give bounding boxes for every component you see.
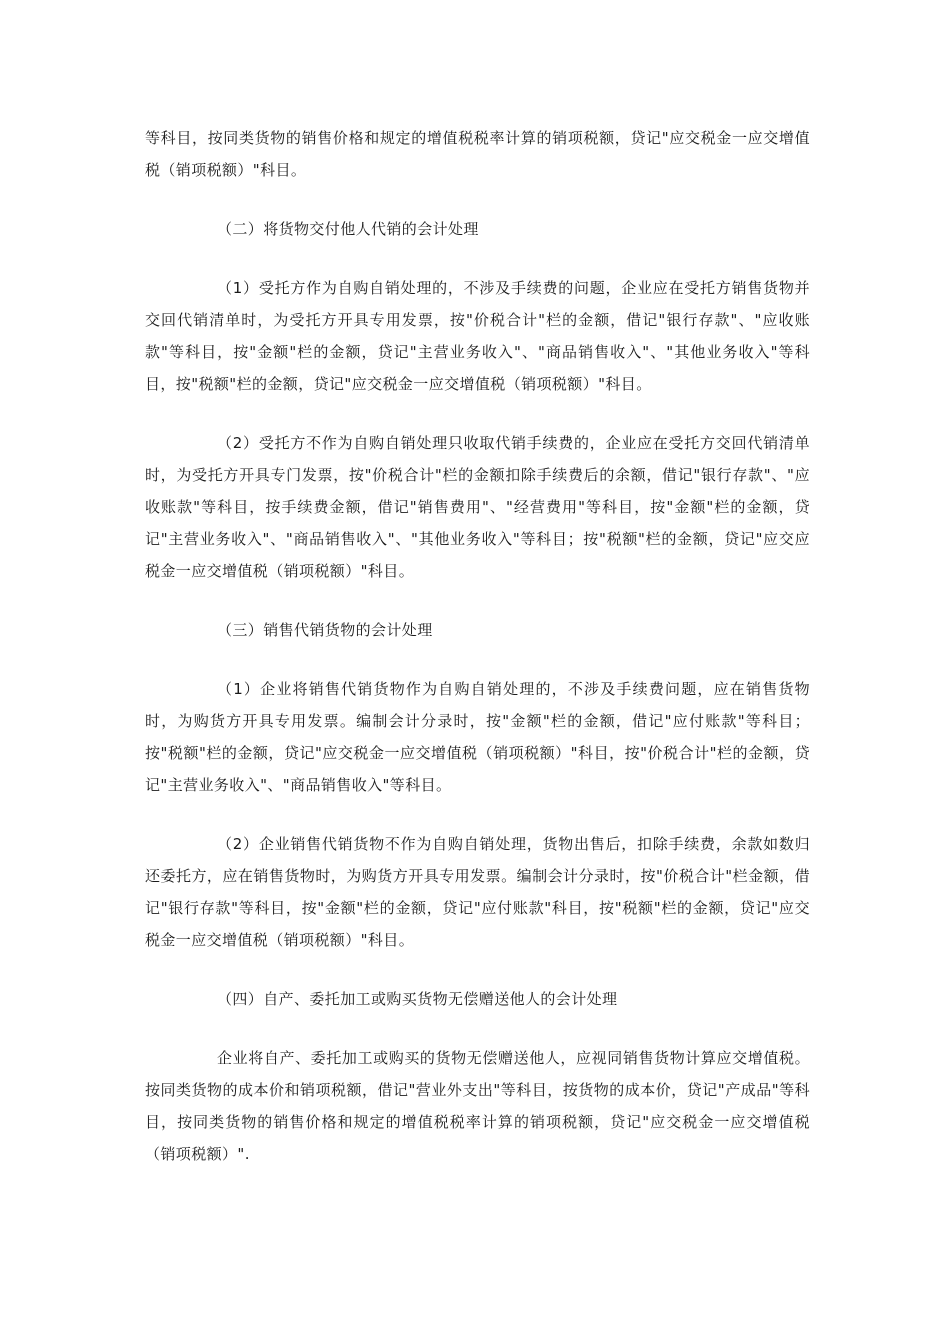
paragraph-4-1: 企业将自产、委托加工或购买的货物无偿赠送他人，应视同销售货物计算应交增值税。按同类货物的成本价和销项税额，借记"营业外支出"等科目，按货物的成本价，贷记"产成品"等科目，按同类货物的销售价格和规定的增值税税率计算的销项税额，贷记"应交税金一应交增值税（销项税额）". [145,1049,810,1163]
document-body [145,122,810,1170]
paragraph-2-1: （1）受托方作为自购自销处理的，不涉及手续费的问题，企业应在受托方销售货物并交回代销清单时，为受托方开具专用发票，按"价税合计"栏的金额，借记"银行存款"、"应收账款"等科目，按"金额"栏的金额，贷记"主营业务收入"、"商品销售收入"、"其他业务收入"等科目，按"税额"栏的金额，贷记"应交税金一应交增值税（销项税额）"科目。 [145,279,810,393]
section-heading-3: （三）销售代销货物的会计处理 [217,621,433,639]
section-heading-4: （四）自产、委托加工或购买货物无偿赠送他人的会计处理 [217,990,618,1008]
paragraph-3-1: （1）企业将销售代销货物作为自购自销处理的，不涉及手续费问题，应在销售货物时，为购货方开具专用发票。编制会计分录时，按"金额"栏的金额，借记"应付账款"等科目；按"税额"栏的金额，贷记"应交税金一应交增值税（销项税额）"科目，按"价税合计"栏的金额，贷记"主营业务收入"、"商品销售收入"等科目。 [145,680,810,794]
section-heading-2: （二）将货物交付他人代销的会计处理 [217,220,479,238]
paragraph-2-2: （2）受托方不作为自购自销处理只收取代销手续费的，企业应在受托方交回代销清单时，为受托方开具专门发票，按"价税合计"栏的金额扣除手续费后的余额，借记"银行存款"、"应收账款"等科目，按手续费金额，借记"销售费用"、"经营费用"等科目，按"金额"栏的金额，贷记"主营业务收入"、"商品销售收入"、"其他业务收入"等科目；按"税额"栏的金额，贷记"应交应税金一应交增值税（销项税额）"科目。 [145,434,810,580]
paragraph-continuation: 等科目，按同类货物的销售价格和规定的增值税税率计算的销项税额，贷记"应交税金一应交增值税（销项税额）"科目。 [145,129,810,179]
paragraph-3-2: （2）企业销售代销货物不作为自购自销处理，货物出售后，扣除手续费，余款如数归还委托方，应在销售货物时，为购货方开具专用发票。编制会计分录时，按"价税合计"栏金额，借记"银行存款"等科目，按"金额"栏的金额，贷记"应付账款"科目，按"税额"栏的金额，贷记"应交税金一应交增值税（销项税额）"科目。 [145,835,810,949]
